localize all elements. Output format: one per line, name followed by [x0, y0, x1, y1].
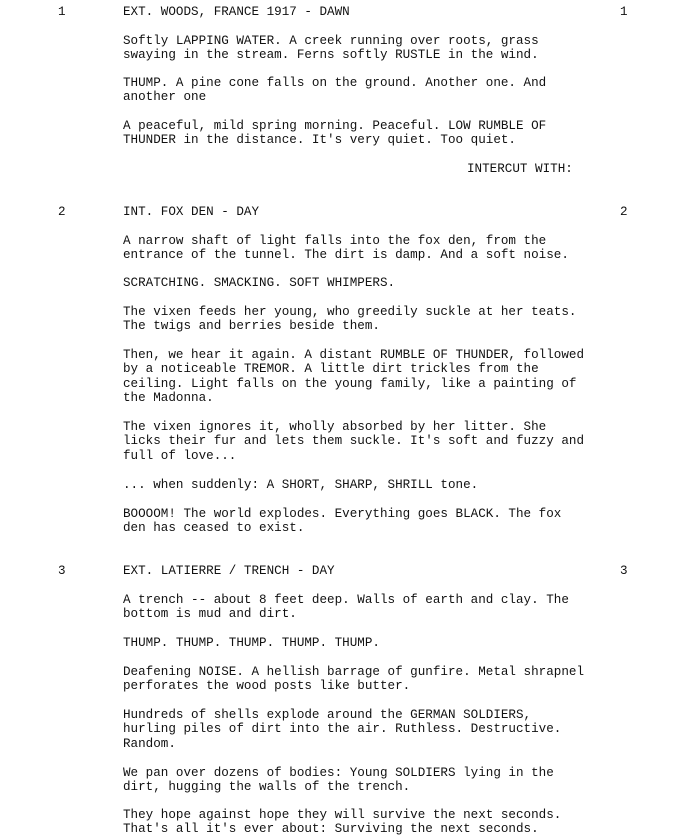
action-paragraph: Then, we hear it again. A distant RUMBLE OF THUNDER, followed by a noticeable TREMOR. A little dirt trickles from the ceiling. Light falls on the young family, like a painting of the Madonna.: [123, 348, 585, 406]
action-paragraph: A peaceful, mild spring morning. Peaceful. LOW RUMBLE OF THUNDER in the distance. It's very quiet. Too quiet.: [123, 119, 547, 148]
action-paragraph: ... when suddenly: A SHORT, SHARP, SHRILL tone.: [123, 478, 479, 492]
action-paragraph: Deafening NOISE. A hellish barrage of gunfire. Metal shrapnel perforates the wood posts like butter.: [123, 665, 585, 694]
action-paragraph: Softly LAPPING WATER. A creek running over roots, grass swaying in the stream. Ferns softly RUSTLE in the wind.: [123, 34, 539, 63]
scene-heading: INT. FOX DEN - DAY: [123, 205, 260, 219]
scene-number-left: 1: [58, 5, 66, 19]
action-paragraph: The vixen ignores it, wholly absorbed by her litter. She licks their fur and lets them suckle. It's soft and fuzzy and full of love...: [123, 420, 585, 463]
scene-number-right: 1: [620, 5, 628, 19]
scene-number-right: 2: [620, 205, 628, 219]
action-paragraph: A narrow shaft of light falls into the fox den, from the entrance of the tunnel. The dirt is damp. And a soft noise.: [123, 234, 569, 263]
action-paragraph: They hope against hope they will survive the next seconds. That's all it's ever about: Surviving the next seconds.: [123, 808, 562, 837]
action-paragraph: We pan over dozens of bodies: Young SOLDIERS lying in the dirt, hugging the walls of the trench.: [123, 766, 554, 795]
scene-number-left: 3: [58, 564, 66, 578]
action-paragraph: THUMP. A pine cone falls on the ground. Another one. And another one: [123, 76, 547, 105]
action-paragraph: Hundreds of shells explode around the GERMAN SOLDIERS, hurling piles of dirt into the air. Ruthless. Destructive. Random.: [123, 708, 562, 751]
scene-number-right: 3: [620, 564, 628, 578]
scene-number-left: 2: [58, 205, 66, 219]
transition: INTERCUT WITH:: [467, 162, 573, 176]
action-paragraph: THUMP. THUMP. THUMP. THUMP. THUMP.: [123, 636, 380, 650]
scene-heading: EXT. WOODS, FRANCE 1917 - DAWN: [123, 5, 350, 19]
action-paragraph: A trench -- about 8 feet deep. Walls of earth and clay. The bottom is mud and dirt.: [123, 593, 569, 622]
scene-heading: EXT. LATIERRE / TRENCH - DAY: [123, 564, 335, 578]
action-paragraph: The vixen feeds her young, who greedily suckle at her teats. The twigs and berries beside them.: [123, 305, 577, 334]
action-paragraph: SCRATCHING. SMACKING. SOFT WHIMPERS.: [123, 276, 396, 290]
action-paragraph: BOOOOM! The world explodes. Everything goes BLACK. The fox den has ceased to exist.: [123, 507, 562, 536]
